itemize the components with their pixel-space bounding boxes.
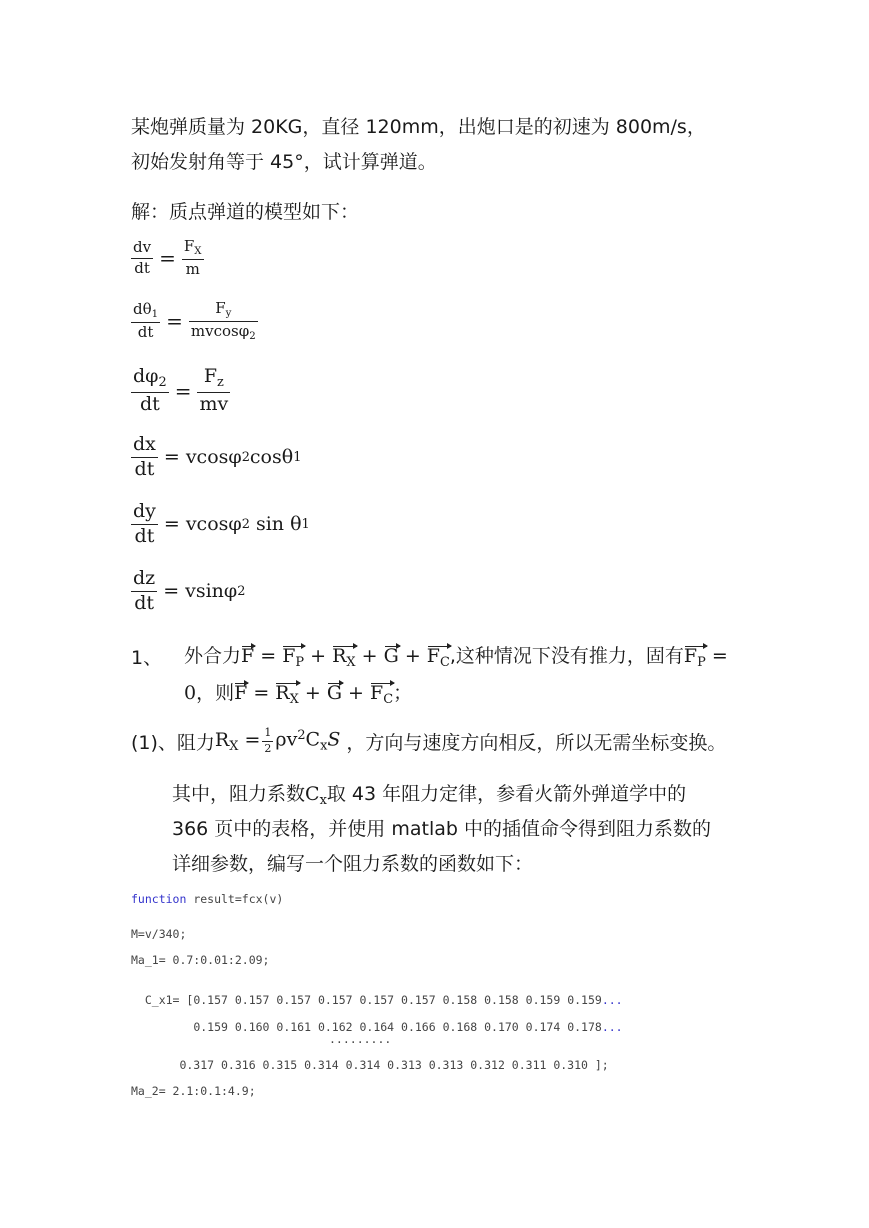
item-1-number: 1、	[131, 647, 163, 669]
para-2-line-2: 366 页中的表格，并使用 matlab 中的插值命令得到阻力系数的	[172, 818, 711, 840]
equation-dtheta-dt: $\frac{d\theta_1}{dt}$ = $\frac{F_y}{mvcos\varphi_2}$	[133, 299, 256, 342]
equation-dz-dt: $\frac{dz}{dt}$ = vsinφ 2	[133, 567, 246, 614]
intro-line-2: 初始发射角等于 45°，试计算弹道。	[131, 151, 437, 173]
item-1-1-drag-force: (1)、阻力 $R_X$ = $\frac{1}{2}$ $\rho v^2C_xS$ ，方向与速度方向相反，所以无需坐标变换。	[131, 726, 727, 755]
code-line-3: Ma_1= 0.7:0.01:2.09;	[131, 953, 270, 967]
solution-label: 解：质点弹道的模型如下：	[131, 201, 360, 223]
code-line-8: Ma_2= 2.1:0.1:4.9;	[131, 1084, 256, 1098]
code-line-6: .........	[329, 1032, 392, 1046]
para-2-line-1: 其中，阻力系数$C_x$取 43 年阻力定律，参看火箭外弹道学中的	[172, 783, 687, 808]
intro-line-1: 某炮弹质量为 20KG，直径 120mm，出炮口是的初速为 800m/s，	[131, 116, 706, 138]
equation-dphi-dt: $\frac{d\varphi_2}{dt}$ = $\frac{F_z}{mv}$	[133, 365, 229, 415]
code-line-7: 0.317 0.316 0.315 0.314 0.314 0.313 0.313 0.312 0.311 0.310 ];	[131, 1058, 609, 1072]
code-line-1: function result=fcx(v)	[131, 892, 284, 906]
item-1-line-1: 外合力$F = F_P + R_X + G + F_C$,这种情况下没有推力，固有$F_P$ =	[184, 645, 728, 670]
code-keyword-function: function	[131, 892, 187, 906]
code-line-5: 0.159 0.160 0.161 0.162 0.164 0.166 0.168 0.170 0.174 0.178...	[144, 1020, 623, 1034]
code-line-4: C_x1= [0.157 0.157 0.157 0.157 0.157 0.157 0.158 0.158 0.159 0.159...	[144, 993, 623, 1007]
equation-dy-dt: $\frac{dy}{dt}$ = vcosφ 2 sin θ 1	[133, 500, 310, 547]
equation-dv-dt: $\frac{dv}{dt}$ = $\frac{F_X}{m}$	[133, 237, 202, 278]
code-line-2: M=v/340;	[131, 927, 187, 941]
para-2-line-3: 详细参数，编写一个阻力系数的函数如下：	[172, 853, 534, 875]
item-1-line-2: 0，则$F = R_X + G + F_C$；	[184, 682, 413, 707]
equation-dx-dt: $\frac{dx}{dt}$ = vcosφ 2 cosθ 1	[133, 433, 302, 480]
